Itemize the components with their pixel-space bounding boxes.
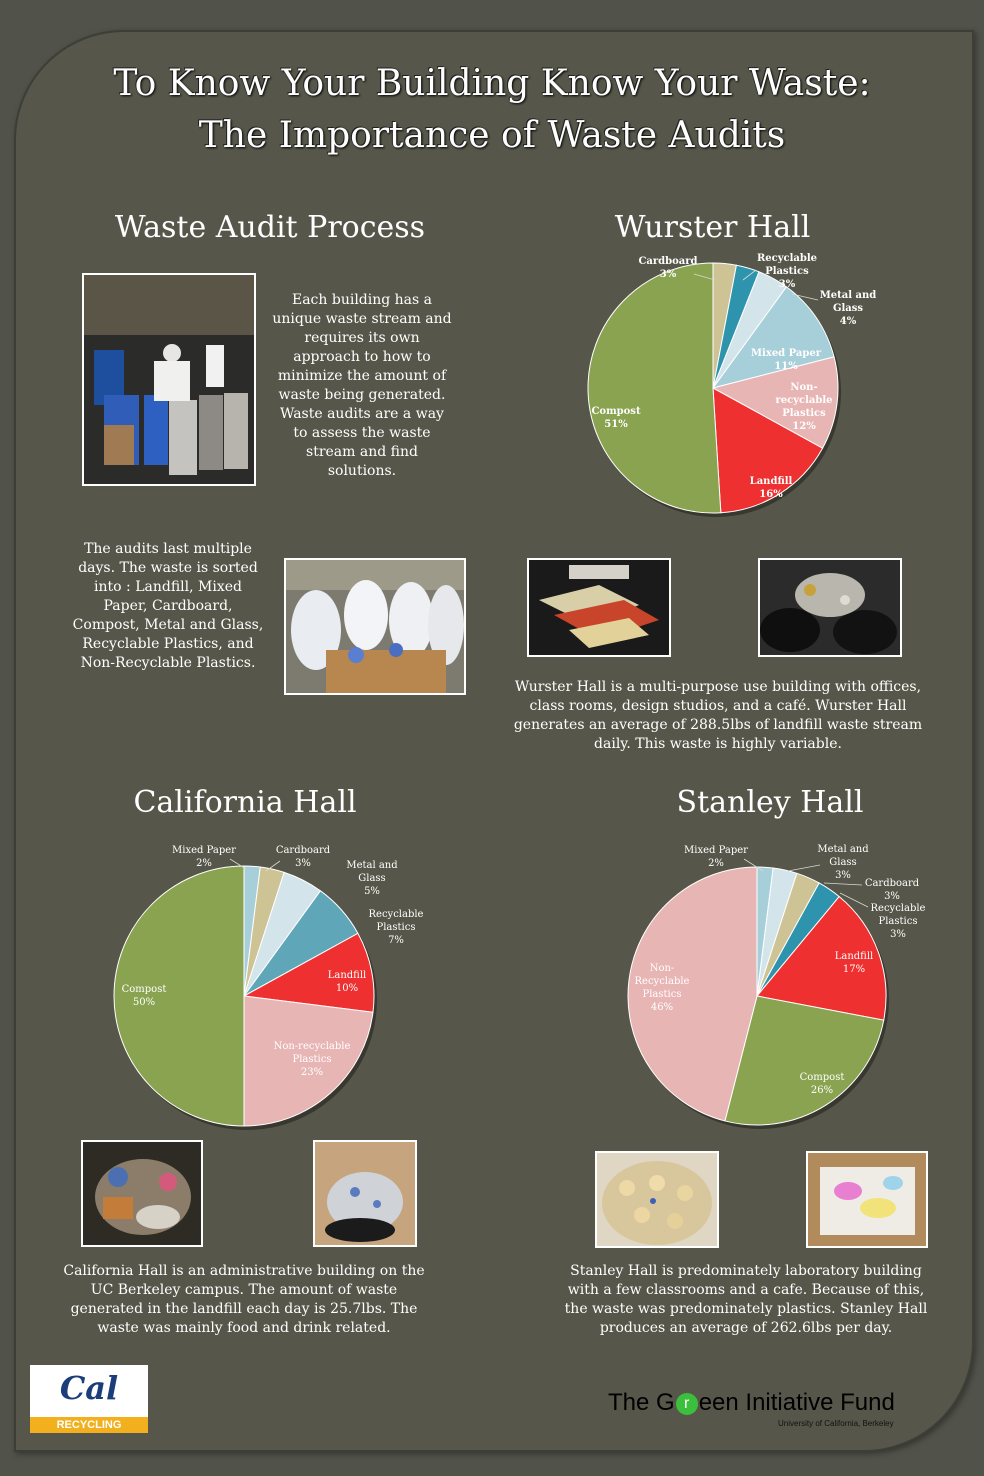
stanley-photo-2: [806, 1151, 928, 1248]
wurster-photo-2-image: [760, 560, 900, 655]
audit-photo-2-image: [286, 560, 464, 693]
pie-label-non-recyclable-plastics: Non-recyclable Plastics 12%: [775, 382, 833, 432]
poster-title-line2: The Importance of Waste Audits: [198, 115, 786, 156]
pie-label-landfill: Landfill 10%: [327, 970, 367, 994]
pie-label-metal-and-glass: Metal and Glass 5%: [346, 860, 398, 897]
pie-label-non-recyclable-plastics: Non-recyclable Plastics 23%: [273, 1041, 351, 1078]
pie-label-landfill: Landfill 16%: [749, 476, 793, 500]
pie-label-metal-and-glass: Metal and Glass 3%: [817, 844, 869, 881]
pie-leader-line: [824, 883, 862, 885]
stanley-photo-2-image: [808, 1153, 926, 1246]
cal-wordmark: Cal: [59, 1369, 119, 1407]
cal-recycling-bar: RECYCLING: [30, 1417, 148, 1433]
california-photo-1-image: [83, 1142, 201, 1245]
process-paragraph-2: The audits last multiple days. The waste is sorted into : Landfill, Mixed Paper, Cardboard, Compost, Metal and Glass, Recyclable Plastics, and Non-Recyclable Plastics.: [72, 541, 264, 671]
pie-leader-line: [788, 865, 820, 871]
pie-label-mixed-paper: Mixed Paper 11%: [750, 348, 822, 372]
pie-label-metal-and-glass: Metal and Glass 4%: [819, 290, 877, 327]
audit-photo-1-image: [84, 275, 254, 484]
pie-label-cardboard: Cardboard 3%: [638, 256, 698, 280]
pie-label-recyclable-plastics: Recyclable Plastics 3%: [870, 903, 926, 940]
california-photo-2-image: [315, 1142, 415, 1245]
stanley-pie-chart: [610, 835, 940, 1135]
tgif-logo-text: The G r een Initiative Fund: [608, 1389, 895, 1416]
pie-slice-compost: [588, 263, 721, 513]
california-heading: California Hall: [133, 785, 357, 820]
process-paragraph-1: Each building has a unique waste stream and requires its own approach to how to minimize the amount of waste being generated. Waste audits are a way to assess the waste stream and find solutions.: [272, 292, 452, 479]
wurster-heading: Wurster Hall: [614, 210, 811, 245]
tgif-logo-subtitle: University of California, Berkeley: [778, 1419, 894, 1428]
pie-label-cardboard: Cardboard 3%: [864, 878, 920, 902]
pie-label-mixed-paper: Mixed Paper 2%: [172, 845, 236, 869]
audit-photo-1: [82, 273, 256, 486]
pie-label-recyclable-plastics: Recyclable Plastics 3%: [756, 253, 818, 290]
pie-slice-compost: [114, 866, 244, 1126]
pie-label-non-recyclable-plastics: Non-Recyclable Plastics 46%: [634, 963, 690, 1013]
pie-label-compost: Compost 50%: [121, 984, 167, 1008]
stanley-heading: Stanley Hall: [676, 785, 864, 820]
tgif-green-badge-icon: r: [676, 1393, 698, 1415]
california-photo-2: [313, 1140, 417, 1247]
wurster-photo-1-image: [529, 560, 669, 655]
california-photo-1: [81, 1140, 203, 1247]
pie-label-cardboard: Cardboard 3%: [275, 845, 331, 869]
wurster-photo-2: [758, 558, 902, 657]
california-pie-chart: [100, 835, 440, 1135]
poster-title-line1: To Know Your Building Know Your Waste:: [113, 63, 871, 104]
cal-recycling-logo: [30, 1365, 148, 1433]
pie-label-mixed-paper: Mixed Paper 2%: [684, 845, 748, 869]
pie-label-recyclable-plastics: Recyclable Plastics 7%: [368, 909, 424, 946]
wurster-description: Wurster Hall is a multi-purpose use building with offices, class rooms, design studios, and a café. Wurster Hall generates an average of 288.5lbs of landfill waste stream daily. This waste is highly variable.: [513, 679, 923, 752]
pie-label-landfill: Landfill 17%: [834, 951, 874, 975]
pie-label-compost: Compost 26%: [799, 1072, 845, 1096]
process-heading: Waste Audit Process: [114, 210, 426, 245]
stanley-description: Stanley Hall is predominately laboratory building with a few classrooms and a cafe. Because of this, the waste was predominately plastics. Stanley Hall produces an average of 262.6lbs per day.: [564, 1263, 928, 1336]
wurster-photo-1: [527, 558, 671, 657]
audit-photo-2: [284, 558, 466, 695]
wurster-pie-chart: [580, 250, 877, 535]
pie-label-compost: Compost 51%: [591, 406, 641, 430]
stanley-photo-1: [595, 1151, 719, 1248]
california-description: California Hall is an administrative building on the UC Berkeley campus. The amount of waste generated in the landfill each day is 25.7lbs. The waste was mainly food and drink related.: [63, 1263, 425, 1336]
stanley-photo-1-image: [597, 1153, 717, 1246]
